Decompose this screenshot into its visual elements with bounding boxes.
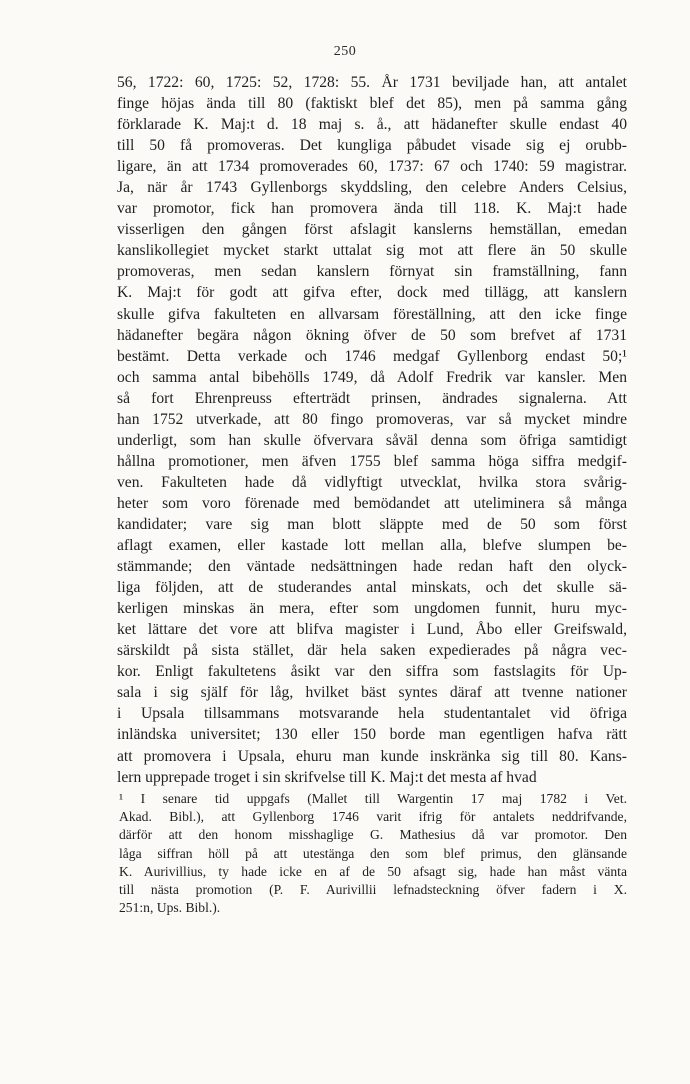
text-line: K. Maj:t för godt att gifva efter, dock med tillägg, att kanslern [117,284,627,302]
text-line: aflagt examen, eller kastade lott mellan alla, blefve slumpen be- [117,537,627,555]
footnote-line: Akad. Bibl.), att Gyllenborg 1746 varit ifrig för antalets neddrifvande, [119,809,627,825]
text-line: heter som voro förenade med bemödandet att uteliminera så många [117,494,627,512]
text-line: Ja, när år 1743 Gyllenborgs skyddsling, den celebre Anders Celsius, [117,179,627,197]
text-line: kor. Enligt fakultetens åsikt var den siffra som fastslagits för Up- [117,663,627,681]
text-line: han 1752 utverkade, att 80 fingo promoveras, var så mycket mindre [117,410,627,428]
footnote-line: ¹ I senare tid uppgafs (Mallet till Wargentin 17 maj 1782 i Vet. [119,791,627,806]
text-line: hållna promotioner, men äfven 1755 blef samma höga siffra medgif- [117,452,627,470]
text-line: liga följden, att de studerandes antal minskats, och det skulle sä- [117,579,627,597]
text-line: förklarade K. Maj:t d. 18 maj s. å., att hädanefter skulle endast 40 [117,116,627,134]
text-line: och samma antal bibehölls 1749, då Adolf Fredrik var kansler. Men [117,368,627,386]
text-line: promoveras, men sedan kanslern förnyat sin framställning, fann [117,263,627,281]
footnote-line: 251:n, Ups. Bibl.). [119,900,221,916]
text-line: inländska universitet; 130 eller 150 borde man egentligen hafva rätt [117,726,627,744]
text-line: särskildt på sista stället, där hela saken expedierades på några vec- [117,642,627,660]
text-line: i Upsala tillsammans motsvarande hela studentantalet vid öfriga [117,705,627,723]
text-line: underligt, som han skulle öfvervara såväl denna som öfriga samtidigt [117,431,627,449]
text-line: var promotor, fick han promovera ända till 118. K. Maj:t hade [117,200,627,218]
text-line: 56, 1722: 60, 1725: 52, 1728: 55. År 1731 beviljade han, att antalet [117,74,627,91]
text-line: lern upprepade troget i sin skrifvelse till K. Maj:t det mesta af hvad [117,768,537,786]
text-line: ligare, än att 1734 promoverades 60, 1737: 67 och 1740: 59 magistrar. [117,158,627,176]
text-line: till 50 få promoveras. Det kungliga påbudet visade sig ej orubb- [117,137,627,155]
text-line: hädanefter begära någon ökning öfver de 50 som brefvet af 1731 [117,326,627,344]
footnote-line: till nästa promotion (P. F. Aurivillii lefnadsteckning öfver fadern i X. [119,881,627,897]
footnote-line: låga siffran höll på att utestänga den som blef primus, den glänsande [119,845,627,861]
footnote-line: därför att den honom misshaglige G. Mathesius då var promotor. Den [119,827,627,843]
text-line: att promovera i Upsala, ehuru man kunde inskränka sig till 80. Kans- [117,747,627,765]
text-line: så fort Ehrenpreuss efterträdt prinsen, ändrades signalerna. Att [117,389,627,407]
footnotes [119,790,627,917]
page-number: 250 [333,44,357,59]
text-line: kandidater; vare sig man blott släppte med de 50 som först [117,515,627,533]
text-line: finge höjas ända till 80 (faktiskt blef det 85), men på samma gång [117,95,627,113]
footnote-line: K. Aurivillius, ty hade icke en af de 50 afsagt sig, hade han måst vänta [119,863,627,879]
text-line: kerligen minskas än mera, efter som ungdomen funnit, huru myc- [117,600,627,618]
text-line: sala i sig själf för låg, hvilket bäst syntes däraf att tvenne nationer [117,684,627,702]
text-line: stämmande; den väntade nedsättningen hade redan haft den olyck- [117,558,627,576]
main-text [117,72,627,788]
text-line: bestämt. Detta verkade och 1746 medgaf Gyllenborg endast 50;¹ [117,347,627,365]
text-line: ket lättare det vore att blifva magister i Lund, Åbo eller Greifswald, [117,621,627,639]
text-line: kanslikollegiet mycket starkt uttalat sig mot att flere än 50 skulle [117,242,627,260]
text-line: visserligen den gången först afslagit kanslerns hemställan, emedan [117,221,627,239]
text-line: ven. Fakulteten hade då vidlyftigt utvecklat, hvilka stora svårig- [117,473,627,491]
text-line: skulle gifva fakulteten en allvarsam föreställning, att den icke finge [117,305,627,323]
